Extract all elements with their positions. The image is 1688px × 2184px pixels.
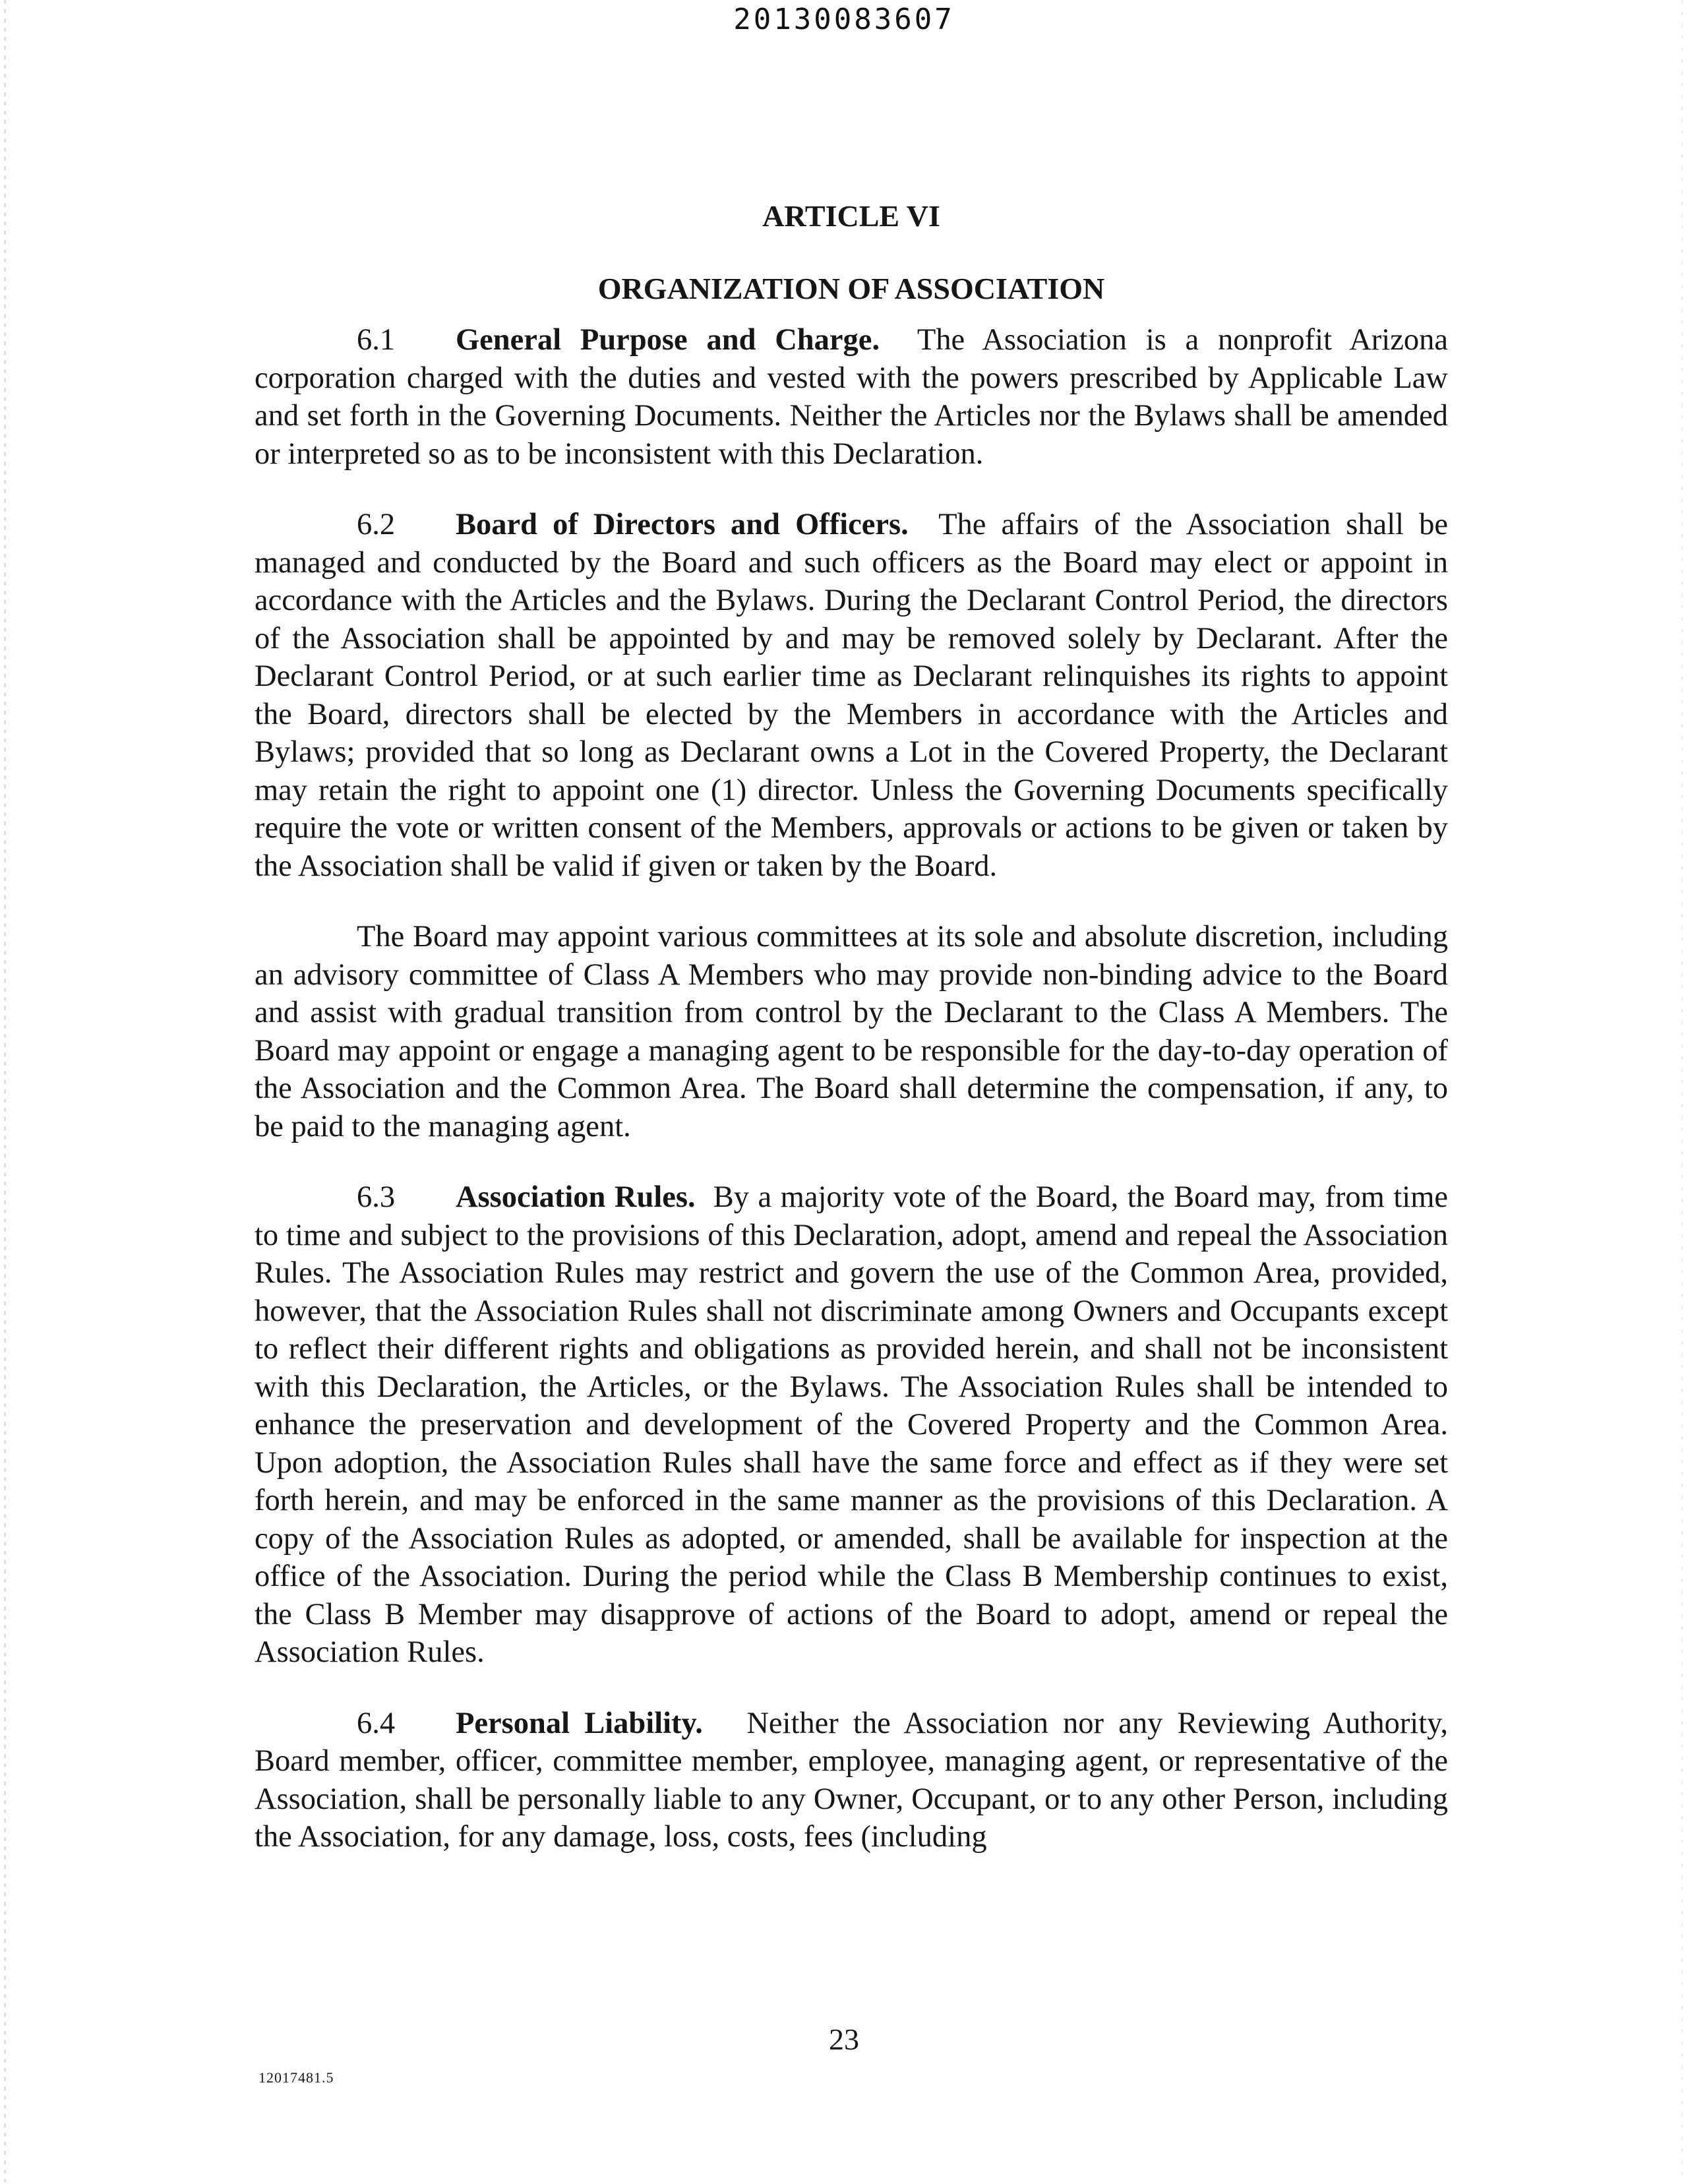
section-heading: Association Rules.	[456, 1180, 696, 1215]
section-number: 6.3	[357, 1180, 396, 1215]
document-id: 12017481.5	[258, 2069, 334, 2086]
record-number: 20130083607	[733, 3, 955, 36]
section-heading: Board of Directors and Officers.	[456, 508, 909, 542]
scan-edge-left	[4, 0, 6, 2184]
document-body	[255, 198, 1448, 1889]
section-text: The affairs of the Association shall be managed and conducted by the Board and such officers as the Board may elect or appoint in accordance with the Articles and the Bylaws. During the Declarant Control Period, the directors of the Association shall be appointed by and may be removed solely by Declarant. After the Declarant Control Period, or at such earlier time as Declarant relinquishes its rights to appoint the Board, directors shall be elected by the Members in accordance with the Articles and Bylaws; provided that so long as Declarant owns a Lot in the Covered Property, the Declarant may retain the right to appoint one (1) director. Unless the Governing Documents specifically require the vote or written consent of the Members, approvals or actions to be given or taken by the Association shall be valid if given or taken by the Board.	[255, 508, 1448, 883]
section-heading: General Purpose and Charge.	[456, 323, 880, 357]
section-6-1	[255, 321, 1448, 473]
paragraph-text: The Board may appoint various committees at its sole and absolute discretion, including an advisory committee of Class A Members who may provide non-binding advice to the Board and assist with gradual transition from control by the Declarant to the Class A Members. The Board may appoint or engage a managing agent to be responsible for the day-to-day operation of the Association and the Common Area. The Board shall determine the compensation, if any, to be paid to the managing agent.	[255, 920, 1448, 1143]
scan-edge-right	[1681, 0, 1683, 2184]
section-text: The Association is a nonprofit Arizona corporation charged with the duties and vested with the powers prescribed by Applicable Law and set forth in the Governing Documents. Neither the Articles nor the Bylaws shall be amended or interpreted so as to be inconsistent with this Declaration.	[255, 323, 1448, 471]
section-heading: Personal Liability.	[456, 1706, 703, 1740]
section-6-3	[255, 1178, 1448, 1672]
section-6-4	[255, 1705, 1448, 1856]
article-title: ARTICLE VI	[762, 199, 940, 233]
section-number: 6.2	[357, 508, 396, 542]
section-6-2	[255, 506, 1448, 885]
continuation-paragraph	[255, 918, 1448, 1145]
section-text: By a majority vote of the Board, the Board may, from time to time and subject to the provisions of this Declaration, adopt, amend and repeal the Association Rules. The Association Rules may restrict and govern the use of the Common Area, provided, however, that the Association Rules shall not discriminate among Owners and Occupants except to reflect their different rights and obligations as provided herein, and shall not be inconsistent with this Declaration, the Articles, or the Bylaws. The Association Rules shall be intended to enhance the preservation and development of the Covered Property and the Common Area. Upon adoption, the Association Rules shall have the same force and effect as if they were set forth herein, and may be enforced in the same manner as the provisions of this Declaration. A copy of the Association Rules as adopted, or amended, shall be available for inspection at the office of the Association. During the period while the Class B Membership continues to exist, the Class B Member may disapprove of actions of the Board to adopt, amend or repeal the Association Rules.	[255, 1180, 1449, 1670]
section-number: 6.1	[357, 323, 396, 357]
article-subtitle: ORGANIZATION OF ASSOCIATION	[597, 272, 1105, 306]
section-number: 6.4	[357, 1706, 396, 1740]
page-number: 23	[829, 2022, 859, 2056]
section-text: Neither the Association nor any Reviewing Authority, Board member, officer, committee member, employee, managing agent, or representative of the Association, shall be personally liable to any Owner, Occupant, or to any other Person, including the Association, for any damage, loss, costs, fees (including	[255, 1706, 1449, 1854]
